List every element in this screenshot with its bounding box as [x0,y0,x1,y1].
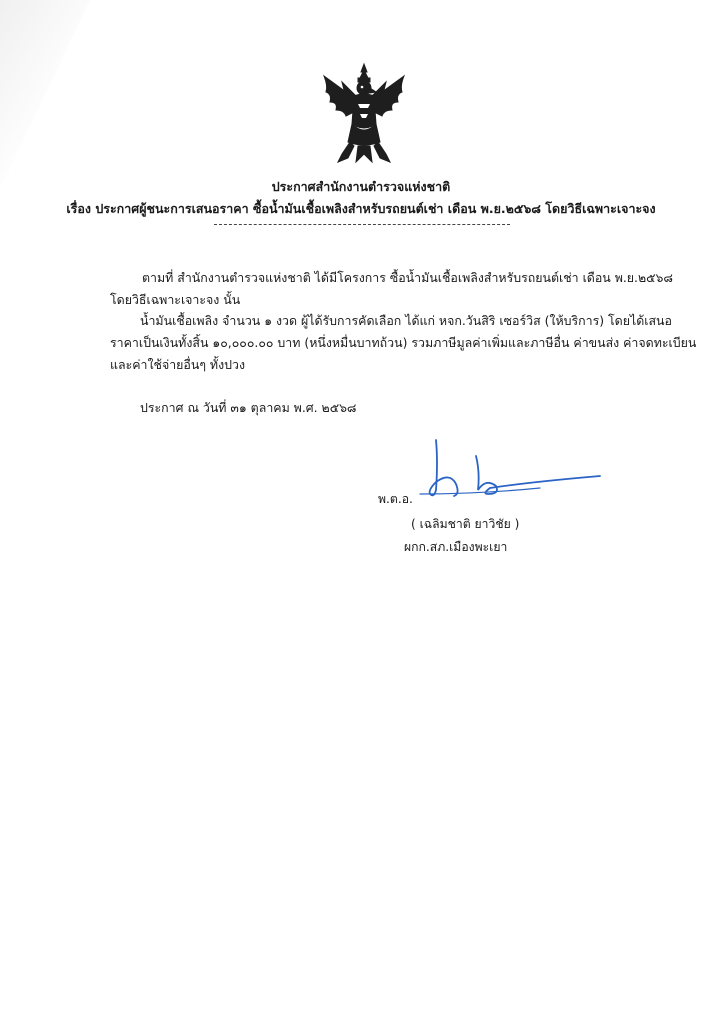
body-paragraph-2-line-2: ราคาเป็นเงินทั้งสิ้น ๑๐,๐๐๐.๐๐ บาท (หนึ่งหมื่นบาทถ้วน) รวมภาษีมูลค่าเพิ่มและภาษีอื่น ค่าขนส่ง ค่าจดทะเบียน [110,335,697,350]
signer-position: ผกก.สภ.เมืองพะเยา [404,540,508,554]
paper-fold-shadow [0,0,90,190]
body-paragraph-1-line-2: โดยวิธีเฉพาะเจาะจง นั้น [110,292,241,307]
body-paragraph-1-line-1: ตามที่ สำนักงานตำรวจแห่งชาติ ได้มีโครงการ ซื้อน้ำมันเชื้อเพลิงสำหรับรถยนต์เช่า เดือน พ.ย.๒๕๖๘ [142,270,673,285]
signer-rank: พ.ต.อ. [378,492,413,506]
body-paragraph-2-line-1: น้ำมันเชื้อเพลิง จำนวน ๑ งวด ผู้ได้รับการคัดเลือก ได้แก่ หจก.วันสิริ เซอร์วิส (ให้บริการ) โดยได้เสนอ [140,313,672,328]
announcement-date: ประกาศ ณ วันที่ ๓๑ ตุลาคม พ.ศ. ๒๕๖๘ [140,400,357,415]
body-paragraph-2-line-3: และค่าใช้จ่ายอื่นๆ ทั้งปวง [110,357,246,372]
garuda-emblem-icon [318,62,410,168]
signer-name: ( เฉลิมชาติ ยาวิชัย ) [411,517,520,531]
document-title: ประกาศสำนักงานตำรวจแห่งชาติ [271,179,451,194]
divider-line [214,224,510,225]
handwritten-signature-icon [400,432,610,512]
document-subject: เรื่อง ประกาศผู้ชนะการเสนอราคา ซื้อน้ำมันเชื้อเพลิงสำหรับรถยนต์เช่า เดือน พ.ย.๒๕๖๘ โดยวิธีเฉพาะเจาะจง [66,201,656,216]
